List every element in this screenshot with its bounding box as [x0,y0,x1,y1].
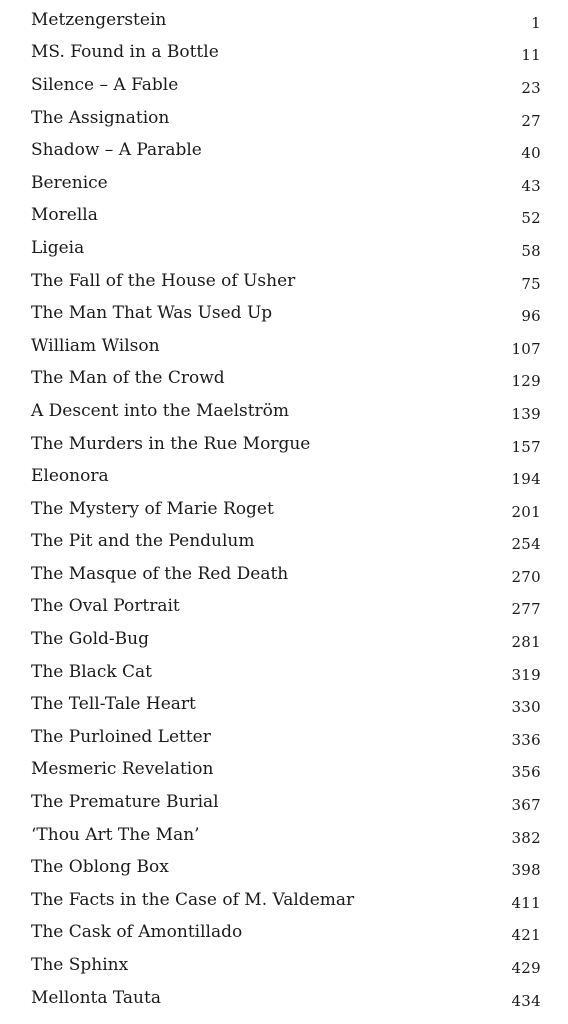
toc-entry-page: 330 [511,698,541,717]
toc-entry-title: The Pit and the Pendulum [31,531,255,552]
toc-entry-page: 411 [511,893,541,912]
toc-entry-page: 319 [511,665,541,684]
toc-entry [31,167,541,200]
toc-entry-title: The Man of the Crowd [31,368,225,389]
toc-entry-title: Shadow – A Parable [31,140,202,161]
toc-entry-title: The Gold-Bug [31,629,149,650]
toc-entry-page: 40 [521,144,541,163]
toc-entry-page: 58 [521,241,541,260]
toc-entry-page: 201 [511,502,541,521]
toc-entry-page: 129 [511,372,541,391]
toc-entry-title: ‘Thou Art The Man’ [31,824,200,845]
toc-entry-title: The Cask of Amontillado [31,922,243,943]
toc-entry-title: The Sphinx [31,955,129,976]
toc-entry-page: 96 [521,307,541,326]
toc-entry [31,688,541,721]
toc-entry-title: The Black Cat [31,661,153,682]
toc-entry-page: 382 [511,828,541,847]
toc-entry-title: The Mystery of Marie Roget [31,498,274,519]
toc-entry [31,493,541,526]
toc-entry-page: 356 [511,763,541,782]
toc-entry-title: The Assignation [31,107,170,128]
toc-entry-page: 157 [511,437,541,456]
toc-entry-title: The Purloined Letter [31,726,211,747]
toc-entry-title: Mesmeric Revelation [31,759,214,780]
toc-entry [31,134,541,167]
toc-entry [31,102,541,135]
toc-entry-page: 1 [531,13,541,32]
toc-entry [31,786,541,819]
toc-entry-title: The Tell-Tale Heart [31,694,196,715]
toc-entry [31,265,541,298]
toc-entry-page: 429 [511,959,541,978]
toc-entry-page: 398 [511,861,541,880]
toc-entry [31,395,541,428]
toc-entry-title: Eleonora [31,466,109,487]
toc-entry [31,819,541,852]
toc-entry [31,526,541,559]
toc-entry-page: 281 [511,633,541,652]
toc-entry-page: 270 [511,567,541,586]
toc-entry-page: 367 [511,796,541,815]
toc-entry-page: 75 [521,274,541,293]
toc-entry [31,754,541,787]
toc-entry [31,884,541,917]
toc-entry [31,4,541,37]
toc-entry-page: 43 [521,176,541,195]
toc-entry-title: MS. Found in a Bottle [31,42,219,63]
toc-entry [31,297,541,330]
toc-entry-page: 421 [511,926,541,945]
toc-entry [31,851,541,884]
toc-entry-title: Silence – A Fable [31,74,179,95]
toc-entry-page: 139 [511,404,541,423]
toc-entry-page: 254 [511,535,541,554]
toc-entry-page: 107 [511,339,541,358]
toc-entry-title: The Man That Was Used Up [31,303,273,324]
toc-entry-title: The Oval Portrait [31,596,180,617]
toc-entry [31,721,541,754]
toc-entry-title: Morella [31,205,98,226]
toc-entry-title: The Facts in the Case of M. Valdemar [31,889,355,910]
toc-entry [31,69,541,102]
toc-entry-title: Ligeia [31,237,85,258]
toc-entry [31,558,541,591]
toc-entry-page: 336 [511,730,541,749]
toc-entry-title: Mellonta Tauta [31,987,161,1008]
toc-entry-title: Berenice [31,172,108,193]
toc-entry-title: The Fall of the House of Usher [31,270,296,291]
toc-entry [31,460,541,493]
toc-entry-page: 194 [511,470,541,489]
toc-entry-title: A Descent into the Maelström [31,400,290,421]
toc-entry-title: The Murders in the Rue Morgue [31,433,311,454]
toc-entry [31,982,541,1015]
toc-entry [31,37,541,70]
toc-entry-title: The Oblong Box [31,857,169,878]
toc-entry-title: The Masque of the Red Death [31,563,289,584]
toc-entry-page: 23 [521,78,541,97]
table-of-contents [31,4,541,1014]
toc-entry-title: The Premature Burial [31,792,219,813]
toc-entry-page: 52 [521,209,541,228]
toc-entry [31,949,541,982]
toc-entry-title: Metzengerstein [31,9,167,30]
toc-entry [31,330,541,363]
toc-entry-page: 11 [521,46,541,65]
toc-entry [31,591,541,624]
toc-entry [31,363,541,396]
toc-entry [31,623,541,656]
toc-entry [31,656,541,689]
toc-entry [31,200,541,233]
toc-entry [31,232,541,265]
toc-entry [31,917,541,950]
toc-entry-title: William Wilson [31,335,160,356]
toc-entry-page: 434 [511,991,541,1010]
toc-entry-page: 277 [511,600,541,619]
toc-entry [31,428,541,461]
toc-entry-page: 27 [521,111,541,130]
